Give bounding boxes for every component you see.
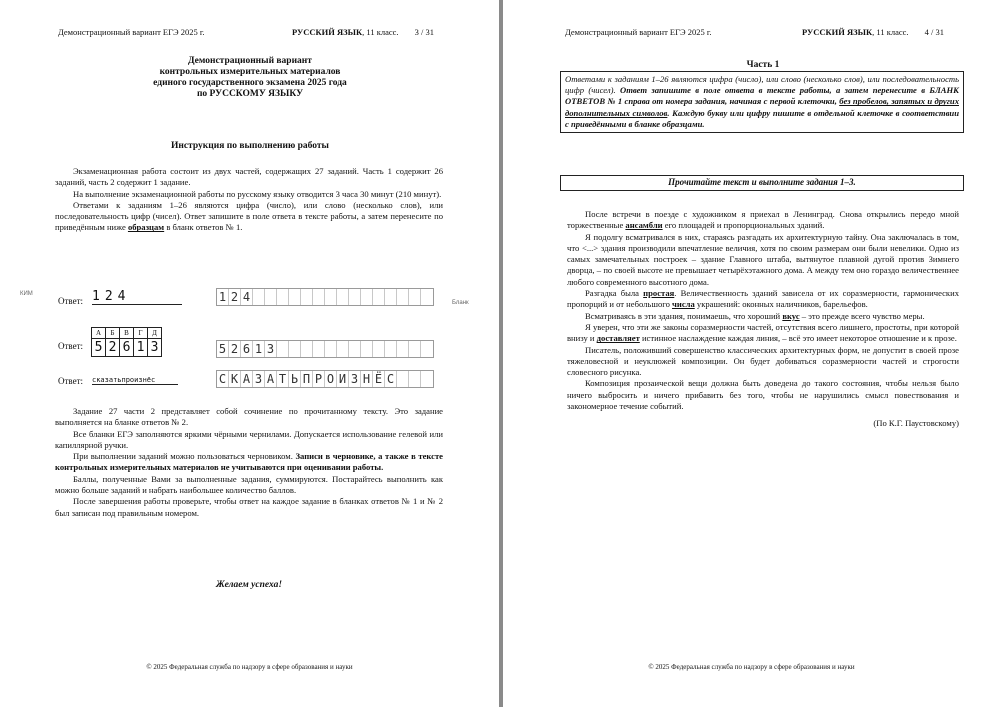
answer-cell: З (349, 371, 361, 387)
highlighted-word: числа (672, 299, 695, 310)
answer-cell: К (229, 371, 241, 387)
answer-cell: 3 (265, 341, 277, 357)
table-header-cell: Б (106, 328, 120, 339)
page-header-right (802, 27, 944, 37)
instruction-paragraph: После завершения работы проверьте, чтобы ответ на каждое задание в бланках ответов № 1 и № 2 был записан под правильным номером. (55, 496, 443, 518)
answer-cell: А (265, 371, 277, 387)
answer-cell (277, 341, 289, 357)
answer-cell: Т (277, 371, 289, 387)
answer-cell: 1 (253, 341, 265, 357)
instruction-heading: Инструкция по выполнению работы (171, 141, 329, 151)
example-3-handwritten-answer: сказатьпроизнёс (92, 376, 178, 385)
text-paragraph (567, 209, 959, 232)
page-header-left (58, 27, 205, 37)
answer-cell: П (301, 371, 313, 387)
table-digit-cell: 6 (120, 339, 134, 357)
box-text: Ответами к заданиям 1–26 являются цифра (число), или слово (несколько слов), или последовательность цифр (чисел). (565, 74, 959, 96)
page-header-left (565, 27, 712, 37)
answer-cell (289, 341, 301, 357)
answer-cell (253, 289, 265, 305)
answer-cell: Ё (373, 371, 385, 387)
good-luck-text: Желаем успеха! (215, 580, 283, 590)
example-2-answer-grid (216, 340, 434, 358)
answer-cell: 6 (241, 341, 253, 357)
instruction-text (55, 166, 443, 234)
page-header-right (292, 27, 434, 37)
header-page-number: 3 / 31 (414, 27, 435, 37)
answer-cell (409, 371, 421, 387)
answer-cell: 2 (229, 289, 241, 305)
instruction-paragraph: Все бланки ЕГЭ заполняются яркими чёрными чернилами. Допускается использование гелевой или капиллярной ручки. (55, 428, 443, 450)
example-2-answer-table (91, 327, 162, 357)
answer-cell: 4 (241, 289, 253, 305)
highlighted-word: ансамбли (625, 220, 663, 231)
box-bold-text: Ответ запишите в поле ответа в тексте работы, а затем перенесите в БЛАНК ОТВЕТОВ № 1 справа от номера задания, начиная с первой клеточки, (565, 85, 959, 107)
paragraph-text: Всматриваясь в эти здания, понимаешь, что хороший (585, 310, 783, 321)
answer-cell (361, 289, 373, 305)
example-1-answer-grid (216, 288, 434, 306)
text-paragraph (567, 322, 959, 345)
answer-cell: Р (313, 371, 325, 387)
table-digit-cell: 5 (92, 339, 106, 357)
box-underlined-text: без пробелов, запятых и других дополнительных символов (565, 96, 959, 118)
answer-cell (289, 289, 301, 305)
title-line-4: по РУССКОМУ ЯЗЫКУ (196, 89, 304, 99)
title-line-2: контрольных измерительных материалов (159, 67, 341, 77)
answer-cell (349, 289, 361, 305)
paragraph-text: . Величественность зданий зависела от их соразмерности, гармонических пропорций и от небольшого (567, 288, 959, 310)
answer-cell (385, 341, 397, 357)
answer-cell (421, 289, 433, 305)
table-header-cell: В (120, 328, 134, 339)
part-title: Часть 1 (746, 60, 780, 70)
paragraph-text: После встречи в поезде с художником я приехал в Ленинград. Снова открылись передо мной торжественные (567, 209, 959, 231)
instruction-text-2 (55, 406, 443, 519)
answer-label: Ответ: (58, 296, 84, 306)
paragraph-text: – это прежде всего чувство меры. (799, 310, 925, 321)
header-page-number: 4 / 31 (924, 27, 945, 37)
instruction-paragraph (55, 451, 443, 474)
answer-label: Ответ: (58, 376, 84, 386)
instruction-paragraph: Задание 27 части 2 представляет собой сочинение по прочитанному тексту. Это задание выполняется на бланке ответов № 2. (55, 406, 443, 428)
answer-cell: 1 (217, 289, 229, 305)
title-line-3: единого государственного экзамена 2025 года (153, 78, 347, 88)
answer-cell (397, 289, 409, 305)
text-paragraph: Я подолгу всматривался в них, стараясь разгадать их архитектурную тайну. Она заключалась в том, что <...> здания производили впечатление величия, хотя по своим размерам они были невелики. Одно из самых замечательных построек – здание Главного штаба, вытянутое плавной дугой против Зимнего дворца, – по своей высоте не превышает четырёхэтажного дома. А между тем оно гораздо величественнее любого современного высотного дома. (567, 231, 959, 287)
paragraph-text: его площадей и пропорциональных зданий. (662, 220, 825, 231)
answer-cell (409, 341, 421, 357)
title-line-1: Демонстрационный вариант (188, 56, 312, 66)
text-paragraph: Композиция прозаической вещи должна быть доведена до такого состояния, чтобы нельзя было ничего выбросить и ничего прибавить без того, чтобы не нарушились смысл повествования и закономерное течение событий. (567, 378, 959, 412)
answer-cell (409, 289, 421, 305)
instruction-paragraph: Экзаменационная работа состоит из двух частей, содержащих 27 заданий. Часть 1 содержит 26 заданий, часть 2 содержит 1 задание. (55, 166, 443, 188)
answer-cell: С (217, 371, 229, 387)
answer-cell (337, 289, 349, 305)
paragraph-text: При выполнении заданий можно пользоваться черновиком. (73, 451, 296, 462)
text-paragraph (567, 288, 959, 311)
page-footer: © 2025 Федеральная служба по надзору в сфере образования и науки (648, 663, 855, 671)
table-header-cell: Д (148, 328, 162, 339)
highlighted-word: вкус (782, 310, 800, 321)
answer-cell (265, 289, 277, 305)
answer-cell (337, 341, 349, 357)
answer-cell: З (253, 371, 265, 387)
header-subject: РУССКИЙ ЯЗЫК (292, 27, 363, 37)
answer-cell: 5 (217, 341, 229, 357)
instruction-paragraph (55, 200, 443, 234)
answer-cell: И (337, 371, 349, 387)
answer-cell: А (241, 371, 253, 387)
paragraph-text: Ответами к заданиям 1–26 являются цифра (число), или слово (несколько слов), или последовательность цифр (чисел). Ответ запишите в поле ответа в тексте работы, а затем перенесите по приведённым ниже (55, 199, 443, 233)
side-label-blank: Бланк (452, 300, 469, 306)
answer-cell: Н (361, 371, 373, 387)
example-3-answer-grid (216, 370, 434, 388)
highlighted-word: простая (643, 288, 675, 299)
text-paragraph (567, 311, 959, 322)
paragraph-text: Я уверен, что эти же законы соразмерности частей, отсутствия всего лишнего, простоты, при которой внизу и (567, 321, 959, 344)
answer-cell (313, 289, 325, 305)
answer-cell (301, 289, 313, 305)
answer-cell (325, 341, 337, 357)
answer-cell (421, 341, 433, 357)
box-bold-text: . Каждую букву или цифру пишите в отдельной клеточке в соответствии с приведёнными в бланке образцами. (565, 107, 959, 129)
answer-cell: 2 (229, 341, 241, 357)
page-footer: © 2025 Федеральная служба по надзору в сфере образования и науки (146, 663, 353, 671)
read-text-instruction: Прочитайте текст и выполните задания 1–3. (560, 175, 964, 191)
paragraph-text: в бланк ответов № 1. (164, 222, 243, 233)
answer-cell (385, 289, 397, 305)
document-title (60, 56, 440, 100)
header-class: , 11 класс. (872, 27, 909, 37)
answer-cell (361, 341, 373, 357)
table-digit-cell: 3 (148, 339, 162, 357)
samples-word: образцам (127, 222, 165, 233)
highlighted-word: доставляет (596, 333, 640, 344)
paragraph-text: украшений: оконных наличников, барельефов. (694, 299, 868, 310)
answer-cell (397, 341, 409, 357)
table-digit-cell: 2 (106, 339, 120, 357)
answer-label: Ответ: (58, 341, 84, 351)
answer-cell: С (385, 371, 397, 387)
part-1-instruction-box (560, 71, 964, 133)
answer-cell: О (325, 371, 337, 387)
answer-cell (325, 289, 337, 305)
answer-cell (397, 371, 409, 387)
table-header-cell: А (92, 328, 106, 339)
header-variant: Демонстрационный вариант ЕГЭ 2025 г. (58, 27, 205, 37)
answer-cell (349, 341, 361, 357)
table-digit-cell: 1 (134, 339, 148, 357)
answer-cell (301, 341, 313, 357)
header-class: , 11 класс. (362, 27, 399, 37)
example-1-handwritten-answer: 124 (92, 289, 182, 305)
paragraph-text: Разгадка была (585, 288, 644, 299)
side-label-kim: КИМ (20, 291, 33, 297)
table-header-cell: Г (134, 328, 148, 339)
answer-cell (373, 289, 385, 305)
left-page (0, 0, 499, 707)
header-variant: Демонстрационный вариант ЕГЭ 2025 г. (565, 27, 712, 37)
paragraph-text: истинное наслаждение каждая линия, – всё это имеет некоторое отношение и к прозе. (639, 333, 957, 344)
answer-cell (421, 371, 433, 387)
paragraph-bold-text: Записи в черновике, а также в тексте контрольных измерительных материалов не учитываются при оценивании работы. (55, 451, 443, 473)
answer-cell (277, 289, 289, 305)
text-author: (По К.Г. Паустовскому) (873, 418, 959, 429)
reading-text (567, 209, 959, 430)
answer-cell: Ь (289, 371, 301, 387)
instruction-paragraph: На выполнение экзаменационной работы по русскому языку отводится 3 часа 30 минут (210 минут). (73, 188, 442, 199)
text-paragraph: Писатель, положивший совершенство классических архитектурных форм, не допустит в своей прозе тяжеловесной и неуклюжей композиции. Он будет добиваться соразмерности частей и строгости словесного рисунка. (567, 344, 959, 378)
header-subject: РУССКИЙ ЯЗЫК (802, 27, 873, 37)
instruction-paragraph: Баллы, полученные Вами за выполненные задания, суммируются. Постарайтесь выполнить как можно больше заданий и набрать наибольшее количество баллов. (55, 473, 443, 496)
right-page (503, 0, 1000, 707)
answer-cell (373, 341, 385, 357)
answer-cell (313, 341, 325, 357)
